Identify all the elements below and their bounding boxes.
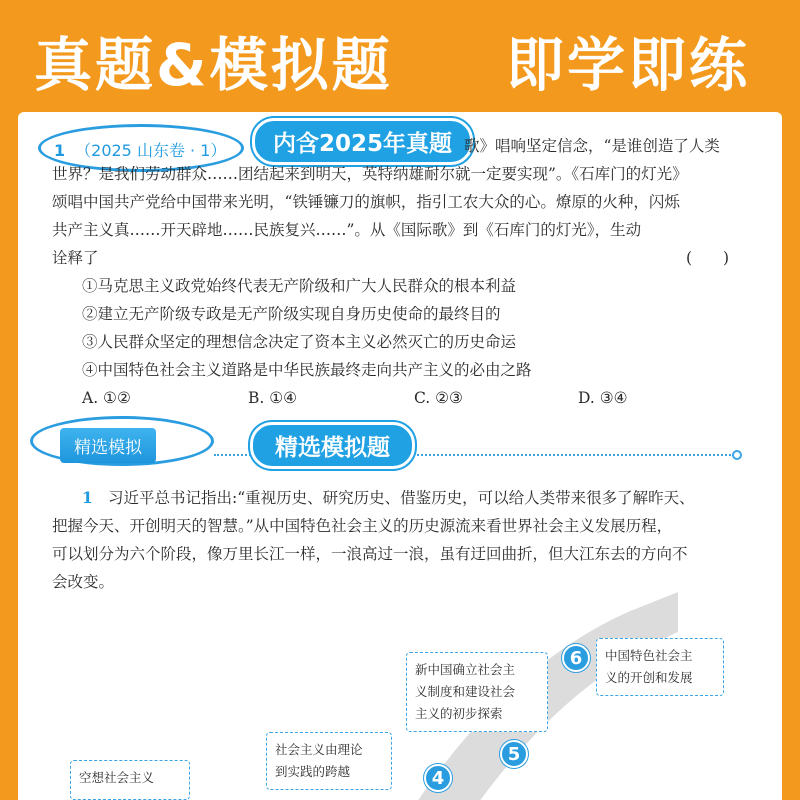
question-number: 1 [54,141,66,160]
stage-text: 到实践的跨越 [275,764,351,779]
question-line-3: 颂唱中国共产党给中国带来光明，“铁锤镰刀的旗帜，指引工农大众的心。燎原的火种，闪烁 [52,193,680,211]
option-b: B. ①④ [248,389,298,407]
question2-line-4: 会改变。 [52,573,115,591]
stage-text: 社会主义由理论 [275,742,363,757]
question-line-2: 世界？是我们劳动群众……团结起来到明天，英特纳雄耐尔就一定要实现”。《石库门的灯光》 [52,165,688,183]
option-d: D. ③④ [578,389,628,407]
banner-title-left: 真题&模拟题 [34,31,393,99]
stage-text: 义制度和建设社会 [415,684,516,699]
stage-box-utopian [70,760,190,800]
stage-number-5: 5 [500,740,528,768]
top-banner [0,0,800,112]
statement-3: ③人民群众坚定的理想信念决定了资本主义必然灭亡的历史命运 [82,333,517,351]
content-panel [18,112,782,800]
question-line-5: 诠释了 [52,249,99,267]
stage-box-5 [406,652,548,732]
stage-number-6: 6 [562,644,590,672]
question-line-4: 共产主义真……开天辟地……民族复兴……”。从《国际歌》到《石库门的灯光》，生动 [52,221,642,239]
option-a: A. ①② [82,389,131,407]
stage-text: 义的开创和发展 [605,670,693,685]
section-tab-label: 精选模拟 [60,428,156,463]
stage-box-4 [266,732,392,790]
real-exam-badge: 内含2025年真题 [252,118,473,165]
simulation-badge: 精选模拟题 [250,422,415,469]
question-line-1: 歌》唱响坚定信念，“是谁创造了人类 [464,137,720,155]
question2-line-3: 可以划分为六个阶段，像万里长江一样，一浪高过一浪，虽有迂回曲折，但大江东去的方向不 [52,545,688,563]
question2-line-2: 把握今天、开创明天的智慧。”从中国特色社会主义的历史源流来看世界社会主义发展历程， [52,517,673,535]
stage-number-4: 4 [424,764,452,792]
question2-number: 1 [82,488,93,507]
question-source-text: （2025 山东卷 · 1） [75,141,227,160]
stage-text: 新中国确立社会主 [415,662,516,677]
answer-bracket: ( ) [686,249,730,267]
statement-4: ④中国特色社会主义道路是中华民族最终走向共产主义的必由之路 [82,361,532,379]
statement-2: ②建立无产阶级专政是无产阶级实现自身历史使命的最终目的 [82,305,501,323]
banner-title-right: 即学即练 [506,31,751,99]
statement-1: ①马克思主义政党始终代表无产阶级和广大人民群众的根本利益 [82,277,517,295]
stage-text: 空想社会主义 [79,770,155,785]
stage-box-6 [596,638,724,696]
stage-text: 中国特色社会主 [605,648,693,663]
option-c: C. ②③ [414,389,463,407]
divider-end-dot [732,450,742,460]
stage-text: 主义的初步探索 [415,706,503,721]
question-source [54,138,226,161]
question2-line-1: 习近平总书记指出:“重视历史、研究历史、借鉴历史，可以给人类带来很多了解昨天、 [108,489,695,507]
